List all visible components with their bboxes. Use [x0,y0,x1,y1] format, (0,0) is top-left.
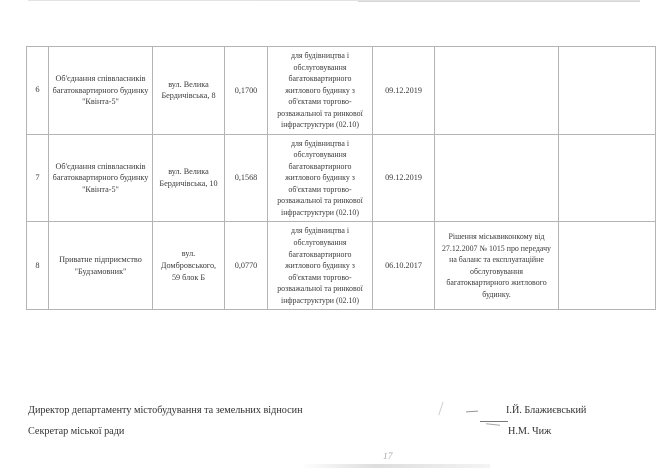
cell-area: 0,1700 [225,47,268,135]
table-row [27,222,656,310]
signature-block [28,406,638,448]
cell-owner: Об'єднання співвласників багатоквартирного будинку "Квінта-5" [49,47,153,135]
cell-note [435,47,559,135]
cell-extra [559,47,656,135]
cell-purpose: для будівництва і обслуговування багатоквартирного житлового будинку з об'єктами торгово-розважальної та ринкової інфраструктури (02.10) [268,47,373,135]
cell-area: 0,0770 [225,222,268,310]
cell-owner: Приватне підприємство "Будзамовник" [49,222,153,310]
cell-owner: Об'єднання співвласників багатоквартирного будинку "Квінта-5" [49,134,153,222]
signature-name-secretary: Н.М. Чиж [508,426,552,437]
scan-smudge [300,464,490,468]
table-row [27,47,656,135]
cell-note: Рішення міськвиконкому від 27.12.2007 № 1015 про передачу на баланс та експлуатаційне обслуговування багатоквартирного житлового будинку. [435,222,559,310]
signature-title-secretary: Секретар міської ради [28,426,125,437]
cell-row-number: 8 [27,222,49,310]
signature-name-director: І.Й. Блажиєвський [506,405,587,416]
cell-area: 0,1568 [225,134,268,222]
scan-edge-line [28,0,640,4]
signature-row-director [28,406,638,427]
cell-row-number: 6 [27,47,49,135]
cell-note [435,134,559,222]
cell-purpose: для будівництва і обслуговування багатоквартирного житлового будинку з об'єктами торгово-розважальної та ринкової інфраструктури (02.10) [268,222,373,310]
signature-underline-mark [480,421,508,422]
cell-row-number: 7 [27,134,49,222]
cell-extra [559,134,656,222]
signature-title-director: Директор департаменту містобудування та земельних відносин [28,405,303,416]
cell-address: вул. Домбровського, 59 блок Б [153,222,225,310]
signature-row-secretary [28,427,638,448]
table-row [27,134,656,222]
page-number-mark: 17 [383,452,393,462]
cell-address: вул. Велика Бердичівська, 10 [153,134,225,222]
cell-date: 06.10.2017 [373,222,435,310]
cell-address: вул. Велика Бердичівська, 8 [153,47,225,135]
cell-extra [559,222,656,310]
cell-date: 09.12.2019 [373,47,435,135]
cell-date: 09.12.2019 [373,134,435,222]
land-registry-table [26,46,656,310]
cell-purpose: для будівництва і обслуговування багатоквартирного житлового будинку з об'єктами торгово-розважальної та ринкової інфраструктури (02.10) [268,134,373,222]
